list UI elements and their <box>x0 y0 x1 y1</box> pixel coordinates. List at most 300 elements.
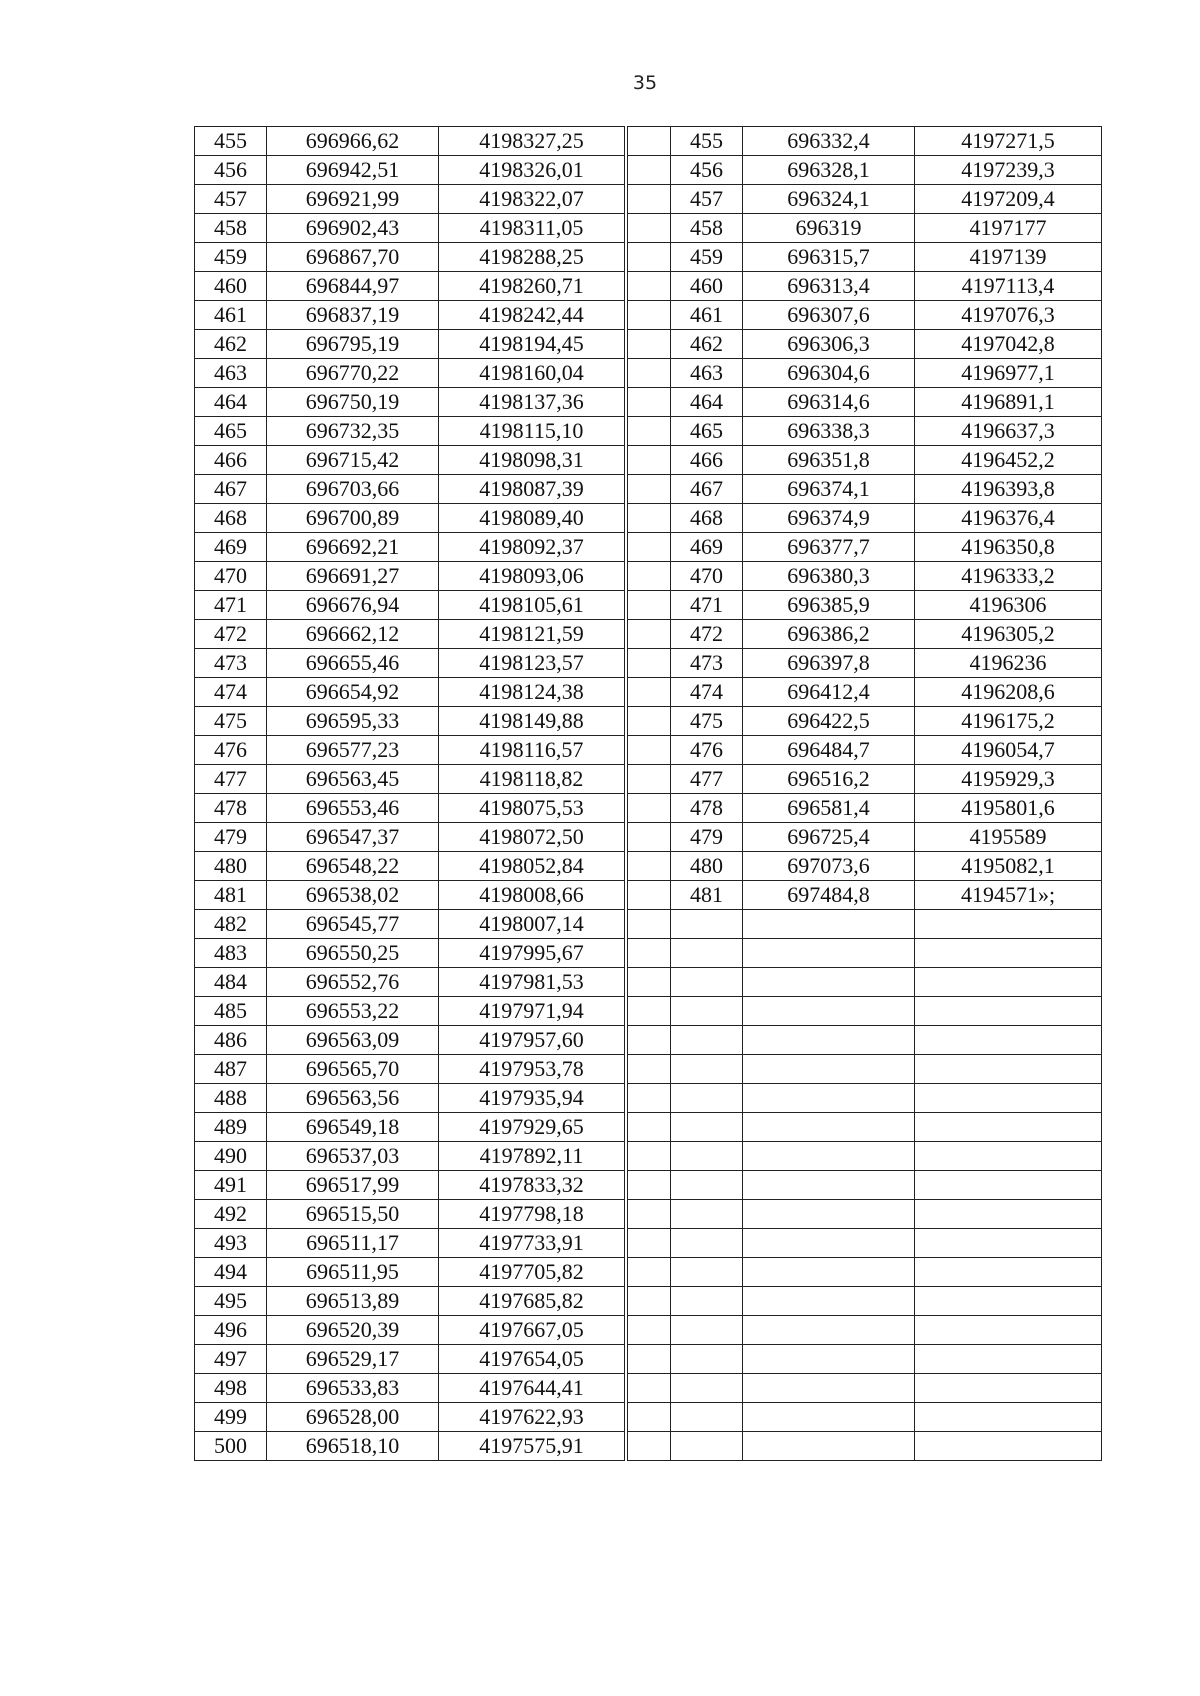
separator-row <box>628 185 671 214</box>
table-row <box>671 388 1102 417</box>
point-number-cell <box>671 1171 743 1200</box>
point-number-cell: 481 <box>195 881 267 910</box>
point-number-cell: 462 <box>671 330 743 359</box>
separator-row <box>628 1055 671 1084</box>
table-row <box>671 678 1102 707</box>
point-number-cell: 497 <box>195 1345 267 1374</box>
table-row <box>671 185 1102 214</box>
page-number: 35 <box>632 72 658 94</box>
point-number-cell: 475 <box>671 707 743 736</box>
x-coordinate-cell: 696511,95 <box>267 1258 439 1287</box>
separator-row <box>628 997 671 1026</box>
y-coordinate-cell: 4197935,94 <box>439 1084 625 1113</box>
separator-row <box>628 765 671 794</box>
point-number-cell <box>671 1432 743 1461</box>
x-coordinate-cell: 696548,22 <box>267 852 439 881</box>
table-row <box>195 1026 625 1055</box>
separator-row <box>628 533 671 562</box>
point-number-cell: 465 <box>195 417 267 446</box>
x-coordinate-cell: 696306,3 <box>743 330 915 359</box>
table-row <box>195 127 625 156</box>
separator-cell <box>628 301 671 330</box>
table-row <box>671 127 1102 156</box>
point-number-cell: 500 <box>195 1432 267 1461</box>
x-coordinate-cell: 696380,3 <box>743 562 915 591</box>
separator-row <box>628 1142 671 1171</box>
separator-cell <box>628 504 671 533</box>
point-number-cell <box>671 1229 743 1258</box>
y-coordinate-cell: 4198137,36 <box>439 388 625 417</box>
separator-cell <box>628 1055 671 1084</box>
point-number-cell: 458 <box>195 214 267 243</box>
y-coordinate-cell: 4196236 <box>915 649 1102 678</box>
point-number-cell: 476 <box>195 736 267 765</box>
table-row <box>671 620 1102 649</box>
point-number-cell <box>671 1142 743 1171</box>
point-number-cell: 484 <box>195 968 267 997</box>
separator-cell <box>628 707 671 736</box>
point-number-cell: 490 <box>195 1142 267 1171</box>
x-coordinate-cell: 697484,8 <box>743 881 915 910</box>
separator-row <box>628 649 671 678</box>
point-number-cell <box>671 1374 743 1403</box>
separator-row <box>628 446 671 475</box>
table-row <box>671 765 1102 794</box>
y-coordinate-cell: 4198326,01 <box>439 156 625 185</box>
x-coordinate-cell: 696691,27 <box>267 562 439 591</box>
separator-row <box>628 823 671 852</box>
x-coordinate-cell: 696315,7 <box>743 243 915 272</box>
y-coordinate-cell: 4197622,93 <box>439 1403 625 1432</box>
point-number-cell: 474 <box>195 678 267 707</box>
table-row <box>195 1200 625 1229</box>
separator-cell <box>628 1432 671 1461</box>
separator-row <box>628 1113 671 1142</box>
table-row <box>671 533 1102 562</box>
separator-row <box>628 330 671 359</box>
separator-column <box>627 126 671 1461</box>
separator-cell <box>628 649 671 678</box>
y-coordinate-cell: 4197113,4 <box>915 272 1102 301</box>
x-coordinate-cell: 696533,83 <box>267 1374 439 1403</box>
point-number-cell: 456 <box>671 156 743 185</box>
point-number-cell: 467 <box>195 475 267 504</box>
y-coordinate-cell: 4196175,2 <box>915 707 1102 736</box>
x-coordinate-cell: 696654,92 <box>267 678 439 707</box>
x-coordinate-cell: 696547,37 <box>267 823 439 852</box>
x-coordinate-cell: 696314,6 <box>743 388 915 417</box>
y-coordinate-cell: 4196393,8 <box>915 475 1102 504</box>
x-coordinate-cell: 696581,4 <box>743 794 915 823</box>
point-number-cell: 479 <box>195 823 267 852</box>
table-row <box>671 1287 1102 1316</box>
x-coordinate-cell: 696563,09 <box>267 1026 439 1055</box>
table-row <box>671 1258 1102 1287</box>
separator-cell <box>628 1171 671 1200</box>
table-row <box>671 968 1102 997</box>
x-coordinate-cell: 696518,10 <box>267 1432 439 1461</box>
y-coordinate-cell: 4195589 <box>915 823 1102 852</box>
x-coordinate-cell <box>743 1026 915 1055</box>
x-coordinate-cell: 696304,6 <box>743 359 915 388</box>
y-coordinate-cell <box>915 1374 1102 1403</box>
table-row <box>195 736 625 765</box>
table-row <box>671 1113 1102 1142</box>
separator-row <box>628 127 671 156</box>
separator-row <box>628 1316 671 1345</box>
table-row <box>195 910 625 939</box>
x-coordinate-cell: 696655,46 <box>267 649 439 678</box>
separator-row <box>628 272 671 301</box>
table-row <box>195 1432 625 1461</box>
table-row <box>195 1113 625 1142</box>
point-number-cell <box>671 939 743 968</box>
x-coordinate-cell: 696529,17 <box>267 1345 439 1374</box>
separator-cell <box>628 1374 671 1403</box>
separator-row <box>628 852 671 881</box>
x-coordinate-cell <box>743 1113 915 1142</box>
separator-row <box>628 1229 671 1258</box>
x-coordinate-cell: 696867,70 <box>267 243 439 272</box>
point-number-cell: 483 <box>195 939 267 968</box>
y-coordinate-cell: 4197833,32 <box>439 1171 625 1200</box>
x-coordinate-cell: 696921,99 <box>267 185 439 214</box>
x-coordinate-cell: 696700,89 <box>267 504 439 533</box>
x-coordinate-cell: 696703,66 <box>267 475 439 504</box>
y-coordinate-cell: 4197981,53 <box>439 968 625 997</box>
separator-cell <box>628 794 671 823</box>
table-row <box>195 1316 625 1345</box>
table-row <box>671 1026 1102 1055</box>
x-coordinate-cell: 696319 <box>743 214 915 243</box>
point-number-cell: 489 <box>195 1113 267 1142</box>
separator-cell <box>628 446 671 475</box>
x-coordinate-cell <box>743 1403 915 1432</box>
x-coordinate-cell <box>743 1316 915 1345</box>
separator-row <box>628 707 671 736</box>
separator-cell <box>628 678 671 707</box>
table-row <box>195 620 625 649</box>
y-coordinate-cell: 4198123,57 <box>439 649 625 678</box>
y-coordinate-cell: 4198007,14 <box>439 910 625 939</box>
y-coordinate-cell: 4198087,39 <box>439 475 625 504</box>
y-coordinate-cell <box>915 1084 1102 1113</box>
y-coordinate-cell: 4197271,5 <box>915 127 1102 156</box>
separator-row <box>628 620 671 649</box>
point-number-cell <box>671 968 743 997</box>
point-number-cell <box>671 1200 743 1229</box>
point-number-cell <box>671 1055 743 1084</box>
table-row <box>671 939 1102 968</box>
table-row <box>671 649 1102 678</box>
x-coordinate-cell: 696374,9 <box>743 504 915 533</box>
x-coordinate-cell: 696550,25 <box>267 939 439 968</box>
point-number-cell <box>671 1345 743 1374</box>
y-coordinate-cell: 4195801,6 <box>915 794 1102 823</box>
separator-row <box>628 1026 671 1055</box>
point-number-cell: 457 <box>671 185 743 214</box>
point-number-cell: 485 <box>195 997 267 1026</box>
point-number-cell: 488 <box>195 1084 267 1113</box>
y-coordinate-cell: 4198093,06 <box>439 562 625 591</box>
table-row <box>195 939 625 968</box>
table-row <box>195 446 625 475</box>
point-number-cell: 465 <box>671 417 743 446</box>
y-coordinate-cell <box>915 1287 1102 1316</box>
table-row <box>195 185 625 214</box>
separator-cell <box>628 562 671 591</box>
table-row <box>195 214 625 243</box>
point-number-cell: 455 <box>195 127 267 156</box>
x-coordinate-cell: 696552,76 <box>267 968 439 997</box>
separator-cell <box>628 823 671 852</box>
y-coordinate-cell: 4198052,84 <box>439 852 625 881</box>
separator-cell <box>628 765 671 794</box>
x-coordinate-cell <box>743 1258 915 1287</box>
separator-cell <box>628 881 671 910</box>
y-coordinate-cell <box>915 1345 1102 1374</box>
y-coordinate-cell <box>915 1258 1102 1287</box>
x-coordinate-cell: 696374,1 <box>743 475 915 504</box>
table-row <box>195 1374 625 1403</box>
point-number-cell: 478 <box>671 794 743 823</box>
x-coordinate-cell: 696942,51 <box>267 156 439 185</box>
point-number-cell: 496 <box>195 1316 267 1345</box>
point-number-cell: 472 <box>671 620 743 649</box>
separator-cell <box>628 156 671 185</box>
y-coordinate-cell: 4198116,57 <box>439 736 625 765</box>
separator-cell <box>628 1345 671 1374</box>
y-coordinate-cell: 4198008,66 <box>439 881 625 910</box>
table-row <box>195 330 625 359</box>
x-coordinate-cell: 696662,12 <box>267 620 439 649</box>
table-row <box>195 794 625 823</box>
table-row <box>671 359 1102 388</box>
y-coordinate-cell: 4198311,05 <box>439 214 625 243</box>
separator-cell <box>628 1142 671 1171</box>
y-coordinate-cell <box>915 1171 1102 1200</box>
x-coordinate-cell: 696520,39 <box>267 1316 439 1345</box>
x-coordinate-cell: 696538,02 <box>267 881 439 910</box>
y-coordinate-cell: 4197953,78 <box>439 1055 625 1084</box>
table-row <box>195 591 625 620</box>
table-row <box>671 1055 1102 1084</box>
table-row <box>671 446 1102 475</box>
y-coordinate-cell <box>915 1229 1102 1258</box>
separator-row <box>628 736 671 765</box>
separator-row <box>628 475 671 504</box>
table-row <box>195 243 625 272</box>
x-coordinate-cell: 696553,22 <box>267 997 439 1026</box>
table-row <box>671 562 1102 591</box>
table-row <box>195 562 625 591</box>
point-number-cell <box>671 1287 743 1316</box>
separator-cell <box>628 1403 671 1432</box>
separator-row <box>628 1258 671 1287</box>
separator-row <box>628 359 671 388</box>
y-coordinate-cell: 4197139 <box>915 243 1102 272</box>
y-coordinate-cell: 4198149,88 <box>439 707 625 736</box>
point-number-cell: 473 <box>671 649 743 678</box>
separator-cell <box>628 330 671 359</box>
table-row <box>195 997 625 1026</box>
separator-cell <box>628 591 671 620</box>
y-coordinate-cell: 4196333,2 <box>915 562 1102 591</box>
y-coordinate-cell <box>915 997 1102 1026</box>
point-number-cell <box>671 1026 743 1055</box>
x-coordinate-cell <box>743 910 915 939</box>
table-row <box>195 1142 625 1171</box>
separator-row <box>628 1374 671 1403</box>
y-coordinate-cell: 4197076,3 <box>915 301 1102 330</box>
x-coordinate-cell: 696517,99 <box>267 1171 439 1200</box>
y-coordinate-cell: 4197575,91 <box>439 1432 625 1461</box>
point-number-cell: 464 <box>671 388 743 417</box>
point-number-cell: 456 <box>195 156 267 185</box>
y-coordinate-cell: 4197654,05 <box>439 1345 625 1374</box>
table-row <box>671 1142 1102 1171</box>
y-coordinate-cell: 4197209,4 <box>915 185 1102 214</box>
separator-cell <box>628 359 671 388</box>
x-coordinate-cell: 696676,94 <box>267 591 439 620</box>
separator-row <box>628 1287 671 1316</box>
separator-row <box>628 1200 671 1229</box>
table-row <box>195 301 625 330</box>
point-number-cell <box>671 1403 743 1432</box>
point-number-cell: 480 <box>671 852 743 881</box>
point-number-cell: 458 <box>671 214 743 243</box>
point-number-cell: 463 <box>195 359 267 388</box>
point-number-cell: 455 <box>671 127 743 156</box>
y-coordinate-cell: 4196891,1 <box>915 388 1102 417</box>
x-coordinate-cell: 696844,97 <box>267 272 439 301</box>
x-coordinate-cell: 696732,35 <box>267 417 439 446</box>
x-coordinate-cell: 696484,7 <box>743 736 915 765</box>
x-coordinate-cell: 696397,8 <box>743 649 915 678</box>
separator-cell <box>628 968 671 997</box>
y-coordinate-cell: 4195929,3 <box>915 765 1102 794</box>
separator-row <box>628 214 671 243</box>
table-row <box>195 1287 625 1316</box>
y-coordinate-cell: 4196350,8 <box>915 533 1102 562</box>
point-number-cell: 478 <box>195 794 267 823</box>
y-coordinate-cell: 4197971,94 <box>439 997 625 1026</box>
table-row <box>671 1229 1102 1258</box>
y-coordinate-cell: 4198121,59 <box>439 620 625 649</box>
point-number-cell: 494 <box>195 1258 267 1287</box>
point-number-cell: 462 <box>195 330 267 359</box>
x-coordinate-cell: 696338,3 <box>743 417 915 446</box>
separator-cell <box>628 243 671 272</box>
table-row <box>671 707 1102 736</box>
x-coordinate-cell: 696563,45 <box>267 765 439 794</box>
table-row <box>195 881 625 910</box>
x-coordinate-cell: 696563,56 <box>267 1084 439 1113</box>
table-row <box>671 272 1102 301</box>
y-coordinate-cell <box>915 1432 1102 1461</box>
x-coordinate-cell: 696328,1 <box>743 156 915 185</box>
separator-row <box>628 794 671 823</box>
y-coordinate-cell <box>915 1055 1102 1084</box>
x-coordinate-cell: 696725,4 <box>743 823 915 852</box>
y-coordinate-cell: 4197892,11 <box>439 1142 625 1171</box>
x-coordinate-cell: 696537,03 <box>267 1142 439 1171</box>
table-row <box>195 823 625 852</box>
y-coordinate-cell: 4198160,04 <box>439 359 625 388</box>
y-coordinate-cell <box>915 1316 1102 1345</box>
y-coordinate-cell: 4197177 <box>915 214 1102 243</box>
point-number-cell: 470 <box>195 562 267 591</box>
table-row <box>195 156 625 185</box>
x-coordinate-cell: 696770,22 <box>267 359 439 388</box>
y-coordinate-cell <box>915 910 1102 939</box>
y-coordinate-cell: 4197644,41 <box>439 1374 625 1403</box>
x-coordinate-cell: 696577,23 <box>267 736 439 765</box>
separator-cell <box>628 1084 671 1113</box>
table-row <box>195 417 625 446</box>
separator-row <box>628 243 671 272</box>
x-coordinate-cell: 696386,2 <box>743 620 915 649</box>
y-coordinate-cell: 4198092,37 <box>439 533 625 562</box>
point-number-cell: 467 <box>671 475 743 504</box>
table-row <box>671 243 1102 272</box>
y-coordinate-cell: 4197042,8 <box>915 330 1102 359</box>
y-coordinate-cell: 4198260,71 <box>439 272 625 301</box>
x-coordinate-cell: 696565,70 <box>267 1055 439 1084</box>
point-number-cell: 474 <box>671 678 743 707</box>
y-coordinate-cell: 4196637,3 <box>915 417 1102 446</box>
x-coordinate-cell <box>743 1171 915 1200</box>
table-row <box>195 765 625 794</box>
separator-row <box>628 301 671 330</box>
point-number-cell: 481 <box>671 881 743 910</box>
y-coordinate-cell: 4198288,25 <box>439 243 625 272</box>
table-row <box>671 997 1102 1026</box>
point-number-cell: 466 <box>671 446 743 475</box>
point-number-cell: 476 <box>671 736 743 765</box>
separator-cell <box>628 1258 671 1287</box>
table-row <box>671 214 1102 243</box>
separator-cell <box>628 475 671 504</box>
table-row <box>671 330 1102 359</box>
x-coordinate-cell <box>743 1432 915 1461</box>
separator-cell <box>628 852 671 881</box>
table-row <box>671 1171 1102 1200</box>
x-coordinate-cell: 696795,19 <box>267 330 439 359</box>
x-coordinate-cell: 696750,19 <box>267 388 439 417</box>
table-row <box>671 1403 1102 1432</box>
separator-cell <box>628 272 671 301</box>
x-coordinate-cell: 696307,6 <box>743 301 915 330</box>
x-coordinate-cell: 696545,77 <box>267 910 439 939</box>
table-row <box>671 736 1102 765</box>
y-coordinate-cell: 4196054,7 <box>915 736 1102 765</box>
y-coordinate-cell: 4194571»; <box>915 881 1102 910</box>
point-number-cell: 492 <box>195 1200 267 1229</box>
y-coordinate-cell: 4197685,82 <box>439 1287 625 1316</box>
table-row <box>671 910 1102 939</box>
separator-row <box>628 910 671 939</box>
x-coordinate-cell: 696511,17 <box>267 1229 439 1258</box>
table-row <box>195 533 625 562</box>
y-coordinate-cell: 4197733,91 <box>439 1229 625 1258</box>
separator-cell <box>628 1026 671 1055</box>
table-row <box>195 1229 625 1258</box>
x-coordinate-cell <box>743 1200 915 1229</box>
y-coordinate-cell <box>915 968 1102 997</box>
y-coordinate-cell: 4198072,50 <box>439 823 625 852</box>
point-number-cell <box>671 1316 743 1345</box>
